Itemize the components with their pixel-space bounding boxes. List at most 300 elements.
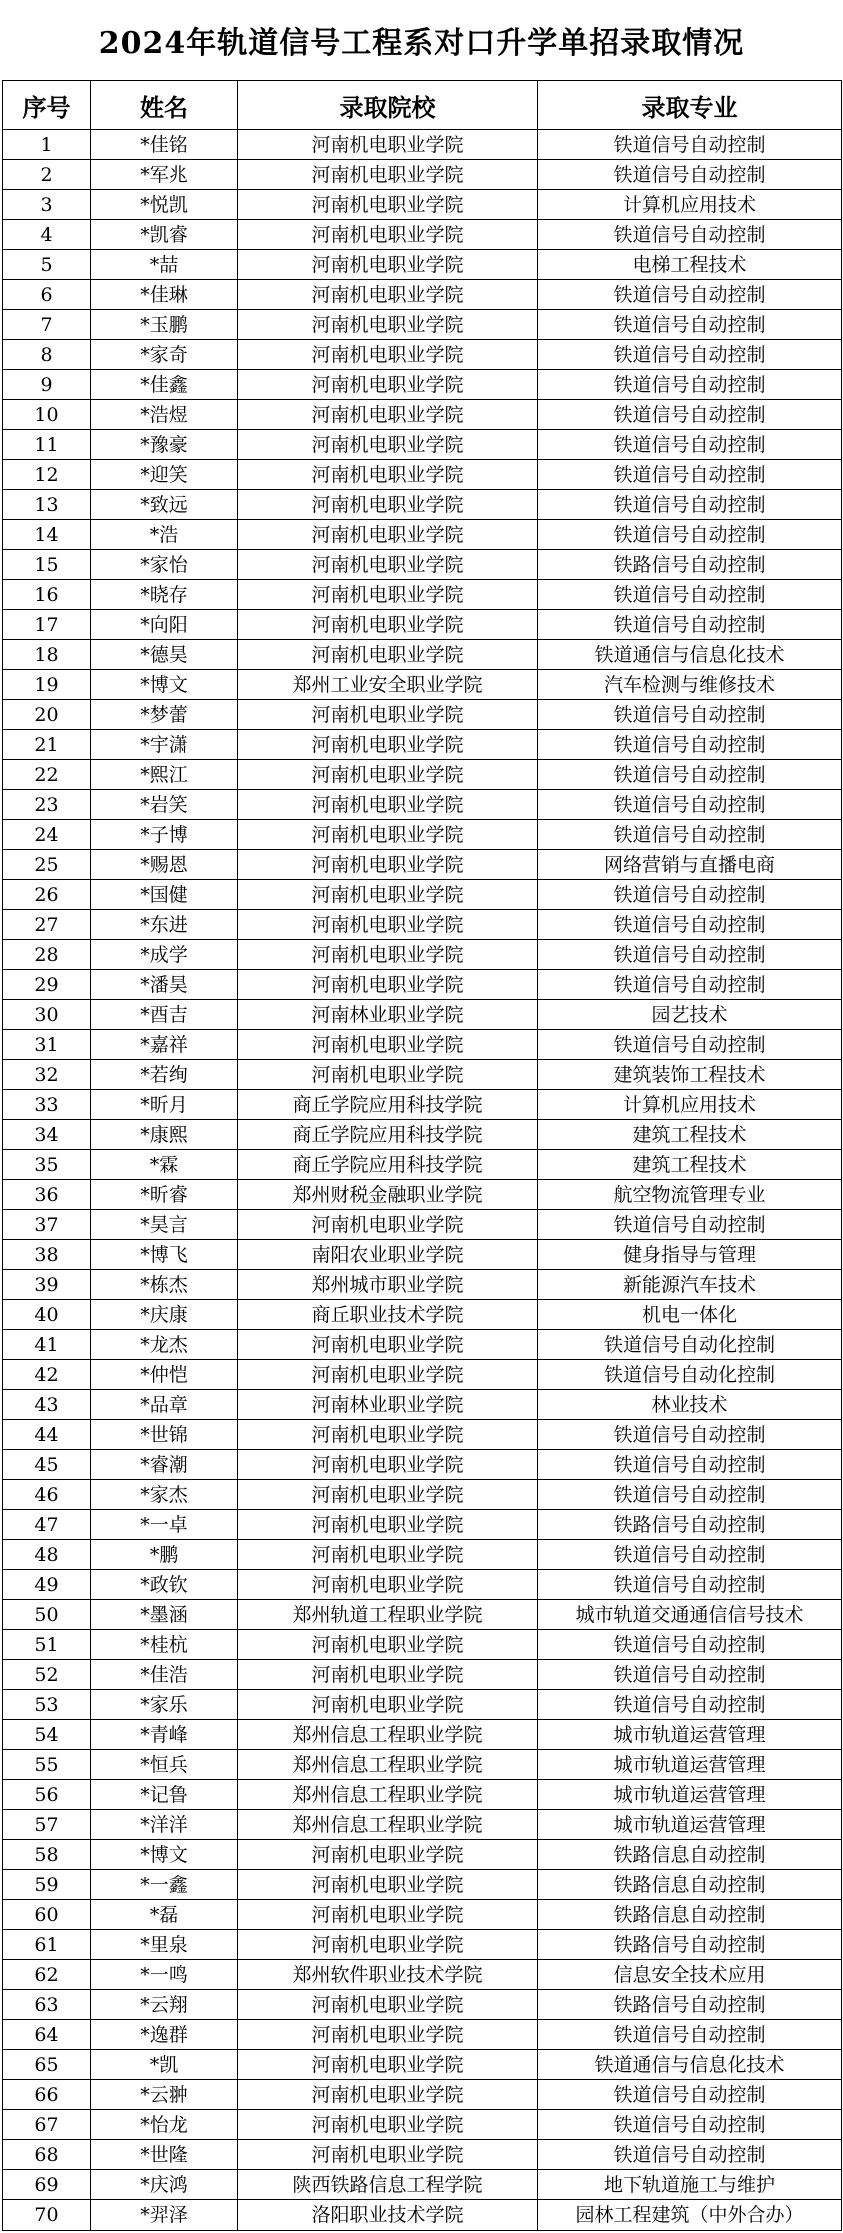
- serial-number-cell: 23: [3, 790, 91, 820]
- serial-number-cell: 66: [3, 2080, 91, 2110]
- admitted-major-cell: 机电一体化: [538, 1300, 842, 1330]
- admitted-school-cell: 商丘职业技术学院: [238, 1300, 538, 1330]
- admitted-major-cell: 铁道信号自动控制: [538, 820, 842, 850]
- table-row: [3, 310, 842, 340]
- table-row: [3, 160, 842, 190]
- admitted-major-cell: 网络营销与直播电商: [538, 850, 842, 880]
- serial-number-cell: 47: [3, 1510, 91, 1540]
- admitted-major-cell: 建筑装饰工程技术: [538, 1060, 842, 1090]
- admitted-major-cell: 建筑工程技术: [538, 1150, 842, 1180]
- table-row: [3, 1630, 842, 1660]
- table-row: [3, 1960, 842, 1990]
- admitted-school-cell: 河南机电职业学院: [238, 610, 538, 640]
- table-row: [3, 1330, 842, 1360]
- admitted-school-cell: 河南机电职业学院: [238, 1570, 538, 1600]
- admitted-school-cell: 南阳农业职业学院: [238, 1240, 538, 1270]
- admitted-school-cell: 河南机电职业学院: [238, 2050, 538, 2080]
- table-row: [3, 1720, 842, 1750]
- student-name-cell: *怡龙: [91, 2110, 238, 2140]
- table-row: [3, 1390, 842, 1420]
- serial-number-cell: 14: [3, 520, 91, 550]
- admitted-school-cell: 河南机电职业学院: [238, 160, 538, 190]
- student-name-cell: *子博: [91, 820, 238, 850]
- student-name-cell: *桂杭: [91, 1630, 238, 1660]
- admitted-major-cell: 铁道信号自动控制: [538, 2110, 842, 2140]
- admitted-school-cell: 河南机电职业学院: [238, 460, 538, 490]
- student-name-cell: *记鲁: [91, 1780, 238, 1810]
- serial-number-cell: 39: [3, 1270, 91, 1300]
- serial-number-cell: 6: [3, 280, 91, 310]
- admitted-major-cell: 汽车检测与维修技术: [538, 670, 842, 700]
- student-name-cell: *恒兵: [91, 1750, 238, 1780]
- serial-number-cell: 25: [3, 850, 91, 880]
- student-name-cell: *浩: [91, 520, 238, 550]
- admitted-school-cell: 河南机电职业学院: [238, 1210, 538, 1240]
- student-name-cell: *凯: [91, 2050, 238, 2080]
- table-row: [3, 2110, 842, 2140]
- serial-number-cell: 29: [3, 970, 91, 1000]
- header-name: 姓名: [91, 81, 238, 130]
- admitted-major-cell: 铁道信号自动控制: [538, 760, 842, 790]
- serial-number-cell: 52: [3, 1660, 91, 1690]
- admitted-school-cell: 河南机电职业学院: [238, 1840, 538, 1870]
- table-row: [3, 340, 842, 370]
- admitted-major-cell: 铁路信息自动控制: [538, 1870, 842, 1900]
- serial-number-cell: 41: [3, 1330, 91, 1360]
- student-name-cell: *一鸣: [91, 1960, 238, 1990]
- admitted-major-cell: 铁道信号自动控制: [538, 1690, 842, 1720]
- admitted-school-cell: 河南机电职业学院: [238, 1540, 538, 1570]
- student-name-cell: *向阳: [91, 610, 238, 640]
- admitted-major-cell: 园林工程建筑（中外合办）: [538, 2200, 842, 2231]
- table-row: [3, 1870, 842, 1900]
- admitted-major-cell: 铁道信号自动控制: [538, 310, 842, 340]
- student-name-cell: *磊: [91, 1900, 238, 1930]
- serial-number-cell: 17: [3, 610, 91, 640]
- admitted-school-cell: 河南机电职业学院: [238, 1330, 538, 1360]
- admitted-major-cell: 铁道信号自动控制: [538, 160, 842, 190]
- admitted-major-cell: 铁道信号自动控制: [538, 1030, 842, 1060]
- admitted-major-cell: 铁道信号自动控制: [538, 1480, 842, 1510]
- admitted-school-cell: 河南机电职业学院: [238, 730, 538, 760]
- admission-table: [2, 80, 842, 2231]
- student-name-cell: *康熙: [91, 1120, 238, 1150]
- student-name-cell: *霖: [91, 1150, 238, 1180]
- table-row: [3, 1000, 842, 1030]
- admitted-major-cell: 铁道信号自动控制: [538, 1450, 842, 1480]
- admitted-school-cell: 商丘学院应用科技学院: [238, 1150, 538, 1180]
- serial-number-cell: 26: [3, 880, 91, 910]
- admitted-school-cell: 河南机电职业学院: [238, 790, 538, 820]
- student-name-cell: *睿潮: [91, 1450, 238, 1480]
- student-name-cell: *家怡: [91, 550, 238, 580]
- serial-number-cell: 33: [3, 1090, 91, 1120]
- serial-number-cell: 69: [3, 2170, 91, 2200]
- serial-number-cell: 10: [3, 400, 91, 430]
- serial-number-cell: 48: [3, 1540, 91, 1570]
- admitted-school-cell: 河南林业职业学院: [238, 1000, 538, 1030]
- table-row: [3, 250, 842, 280]
- admitted-school-cell: 河南机电职业学院: [238, 1630, 538, 1660]
- admitted-major-cell: 铁道信号自动控制: [538, 130, 842, 160]
- admitted-school-cell: 河南机电职业学院: [238, 130, 538, 160]
- admitted-school-cell: 郑州工业安全职业学院: [238, 670, 538, 700]
- table-row: [3, 1570, 842, 1600]
- serial-number-cell: 24: [3, 820, 91, 850]
- serial-number-cell: 30: [3, 1000, 91, 1030]
- admitted-major-cell: 铁道信号自动控制: [538, 1630, 842, 1660]
- admitted-major-cell: 铁道信号自动控制: [538, 700, 842, 730]
- serial-number-cell: 36: [3, 1180, 91, 1210]
- table-row: [3, 1240, 842, 1270]
- student-name-cell: *栋杰: [91, 1270, 238, 1300]
- student-name-cell: *东进: [91, 910, 238, 940]
- table-row: [3, 2050, 842, 2080]
- table-row: [3, 970, 842, 1000]
- admitted-major-cell: 铁道信号自动控制: [538, 430, 842, 460]
- student-name-cell: *国健: [91, 880, 238, 910]
- admitted-major-cell: 铁道信号自动控制: [538, 1540, 842, 1570]
- admitted-school-cell: 河南机电职业学院: [238, 490, 538, 520]
- serial-number-cell: 4: [3, 220, 91, 250]
- admitted-school-cell: 河南机电职业学院: [238, 1900, 538, 1930]
- admitted-school-cell: 陕西铁路信息工程学院: [238, 2170, 538, 2200]
- student-name-cell: *博飞: [91, 1240, 238, 1270]
- admitted-major-cell: 航空物流管理专业: [538, 1180, 842, 1210]
- table-row: [3, 280, 842, 310]
- admitted-major-cell: 铁道通信与信息化技术: [538, 2050, 842, 2080]
- admitted-school-cell: 郑州轨道工程职业学院: [238, 1600, 538, 1630]
- admitted-major-cell: 铁道信号自动控制: [538, 280, 842, 310]
- student-name-cell: *昕睿: [91, 1180, 238, 1210]
- table-row: [3, 730, 842, 760]
- admitted-major-cell: 园艺技术: [538, 1000, 842, 1030]
- admitted-major-cell: 计算机应用技术: [538, 1090, 842, 1120]
- student-name-cell: *龙杰: [91, 1330, 238, 1360]
- student-name-cell: *逸群: [91, 2020, 238, 2050]
- serial-number-cell: 21: [3, 730, 91, 760]
- student-name-cell: *家奇: [91, 340, 238, 370]
- table-row: [3, 1810, 842, 1840]
- student-name-cell: *成学: [91, 940, 238, 970]
- serial-number-cell: 68: [3, 2140, 91, 2170]
- admitted-school-cell: 河南机电职业学院: [238, 940, 538, 970]
- table-row: [3, 2140, 842, 2170]
- student-name-cell: *岩笑: [91, 790, 238, 820]
- serial-number-cell: 50: [3, 1600, 91, 1630]
- admitted-school-cell: 河南机电职业学院: [238, 850, 538, 880]
- table-row: [3, 1510, 842, 1540]
- admitted-school-cell: 河南机电职业学院: [238, 760, 538, 790]
- student-name-cell: *昊言: [91, 1210, 238, 1240]
- table-row: [3, 1690, 842, 1720]
- serial-number-cell: 8: [3, 340, 91, 370]
- admitted-major-cell: 铁路信号自动控制: [538, 1510, 842, 1540]
- serial-number-cell: 67: [3, 2110, 91, 2140]
- student-name-cell: *仲恺: [91, 1360, 238, 1390]
- serial-number-cell: 59: [3, 1870, 91, 1900]
- serial-number-cell: 37: [3, 1210, 91, 1240]
- admitted-school-cell: 河南机电职业学院: [238, 2080, 538, 2110]
- student-name-cell: *昕月: [91, 1090, 238, 1120]
- admitted-major-cell: 铁道信号自动化控制: [538, 1360, 842, 1390]
- serial-number-cell: 19: [3, 670, 91, 700]
- admitted-school-cell: 河南机电职业学院: [238, 550, 538, 580]
- admitted-major-cell: 铁路信号自动控制: [538, 1990, 842, 2020]
- header-admitted-school: 录取院校: [238, 81, 538, 130]
- serial-number-cell: 51: [3, 1630, 91, 1660]
- table-row: [3, 2170, 842, 2200]
- table-row: [3, 1150, 842, 1180]
- table-row: [3, 2200, 842, 2231]
- table-row: [3, 1060, 842, 1090]
- serial-number-cell: 56: [3, 1780, 91, 1810]
- admitted-major-cell: 铁道信号自动控制: [538, 2080, 842, 2110]
- admitted-major-cell: 铁道信号自动控制: [538, 340, 842, 370]
- admitted-school-cell: 河南机电职业学院: [238, 580, 538, 610]
- table-row: [3, 1660, 842, 1690]
- table-row: [3, 850, 842, 880]
- admitted-school-cell: 郑州城市职业学院: [238, 1270, 538, 1300]
- serial-number-cell: 43: [3, 1390, 91, 1420]
- admitted-major-cell: 铁道信号自动控制: [538, 970, 842, 1000]
- student-name-cell: *嘉祥: [91, 1030, 238, 1060]
- serial-number-cell: 45: [3, 1450, 91, 1480]
- student-name-cell: *世锦: [91, 1420, 238, 1450]
- admitted-major-cell: 铁道信号自动控制: [538, 880, 842, 910]
- student-name-cell: *政钦: [91, 1570, 238, 1600]
- student-name-cell: *若绚: [91, 1060, 238, 1090]
- student-name-cell: *宇潇: [91, 730, 238, 760]
- admitted-school-cell: 河南机电职业学院: [238, 310, 538, 340]
- table-row: [3, 1900, 842, 1930]
- admitted-school-cell: 河南机电职业学院: [238, 880, 538, 910]
- student-name-cell: *梦蕾: [91, 700, 238, 730]
- table-body: [3, 130, 842, 2231]
- student-name-cell: *品章: [91, 1390, 238, 1420]
- table-row: [3, 1600, 842, 1630]
- table-row: [3, 550, 842, 580]
- admitted-major-cell: 计算机应用技术: [538, 190, 842, 220]
- admitted-major-cell: 铁道信号自动控制: [538, 490, 842, 520]
- table-row: [3, 670, 842, 700]
- table-row: [3, 370, 842, 400]
- table-row: [3, 490, 842, 520]
- admitted-school-cell: 河南林业职业学院: [238, 1390, 538, 1420]
- student-name-cell: *豫豪: [91, 430, 238, 460]
- serial-number-cell: 16: [3, 580, 91, 610]
- admitted-major-cell: 铁道信号自动控制: [538, 910, 842, 940]
- table-row: [3, 1420, 842, 1450]
- table-row: [3, 610, 842, 640]
- student-name-cell: *庆康: [91, 1300, 238, 1330]
- admitted-school-cell: 河南机电职业学院: [238, 280, 538, 310]
- admitted-school-cell: 河南机电职业学院: [238, 1030, 538, 1060]
- admitted-school-cell: 河南机电职业学院: [238, 2140, 538, 2170]
- serial-number-cell: 20: [3, 700, 91, 730]
- student-name-cell: *赐恩: [91, 850, 238, 880]
- serial-number-cell: 54: [3, 1720, 91, 1750]
- serial-number-cell: 9: [3, 370, 91, 400]
- admitted-school-cell: 商丘学院应用科技学院: [238, 1090, 538, 1120]
- admitted-school-cell: 河南机电职业学院: [238, 250, 538, 280]
- student-name-cell: *家乐: [91, 1690, 238, 1720]
- student-name-cell: *羿泽: [91, 2200, 238, 2231]
- student-name-cell: *浩煜: [91, 400, 238, 430]
- admitted-school-cell: 河南机电职业学院: [238, 820, 538, 850]
- serial-number-cell: 46: [3, 1480, 91, 1510]
- table-row: [3, 1030, 842, 1060]
- admitted-major-cell: 信息安全技术应用: [538, 1960, 842, 1990]
- admitted-school-cell: 洛阳职业技术学院: [238, 2200, 538, 2231]
- table-row: [3, 820, 842, 850]
- admitted-school-cell: 河南机电职业学院: [238, 1510, 538, 1540]
- table-row: [3, 1990, 842, 2020]
- admitted-school-cell: 河南机电职业学院: [238, 1360, 538, 1390]
- serial-number-cell: 15: [3, 550, 91, 580]
- serial-number-cell: 62: [3, 1960, 91, 1990]
- table-row: [3, 640, 842, 670]
- admitted-major-cell: 城市轨道运营管理: [538, 1780, 842, 1810]
- admitted-school-cell: 河南机电职业学院: [238, 700, 538, 730]
- serial-number-cell: 1: [3, 130, 91, 160]
- admitted-school-cell: 河南机电职业学院: [238, 430, 538, 460]
- student-name-cell: *德昊: [91, 640, 238, 670]
- admitted-school-cell: 河南机电职业学院: [238, 970, 538, 1000]
- admitted-school-cell: 河南机电职业学院: [238, 640, 538, 670]
- student-name-cell: *一鑫: [91, 1870, 238, 1900]
- table-row: [3, 220, 842, 250]
- admitted-school-cell: 河南机电职业学院: [238, 1450, 538, 1480]
- admitted-major-cell: 铁路信息自动控制: [538, 1840, 842, 1870]
- admitted-school-cell: 河南机电职业学院: [238, 370, 538, 400]
- admitted-major-cell: 铁道信号自动控制: [538, 400, 842, 430]
- table-row: [3, 1300, 842, 1330]
- table-row: [3, 1780, 842, 1810]
- admitted-school-cell: 河南机电职业学院: [238, 1660, 538, 1690]
- table-row: [3, 2080, 842, 2110]
- table-row: [3, 790, 842, 820]
- admitted-major-cell: 地下轨道施工与维护: [538, 2170, 842, 2200]
- table-row: [3, 1840, 842, 1870]
- table-row: [3, 1480, 842, 1510]
- admitted-major-cell: 铁道通信与信息化技术: [538, 640, 842, 670]
- serial-number-cell: 63: [3, 1990, 91, 2020]
- serial-number-cell: 70: [3, 2200, 91, 2231]
- table-row: [3, 430, 842, 460]
- admitted-school-cell: 河南机电职业学院: [238, 340, 538, 370]
- admitted-major-cell: 铁道信号自动控制: [538, 1420, 842, 1450]
- student-name-cell: *墨涵: [91, 1600, 238, 1630]
- admitted-major-cell: 新能源汽车技术: [538, 1270, 842, 1300]
- table-row: [3, 1750, 842, 1780]
- serial-number-cell: 13: [3, 490, 91, 520]
- serial-number-cell: 12: [3, 460, 91, 490]
- student-name-cell: *佳琳: [91, 280, 238, 310]
- admitted-school-cell: 河南机电职业学院: [238, 190, 538, 220]
- table-row: [3, 910, 842, 940]
- admitted-school-cell: 河南机电职业学院: [238, 2110, 538, 2140]
- table-row: [3, 2020, 842, 2050]
- table-row: [3, 130, 842, 160]
- admitted-major-cell: 林业技术: [538, 1390, 842, 1420]
- table-row: [3, 1930, 842, 1960]
- student-name-cell: *佳铭: [91, 130, 238, 160]
- student-name-cell: *博文: [91, 1840, 238, 1870]
- admitted-major-cell: 铁道信号自动控制: [538, 610, 842, 640]
- table-row: [3, 1450, 842, 1480]
- table-row: [3, 460, 842, 490]
- serial-number-cell: 42: [3, 1360, 91, 1390]
- serial-number-cell: 55: [3, 1750, 91, 1780]
- admitted-major-cell: 城市轨道交通通信信号技术: [538, 1600, 842, 1630]
- header-serial-number: 序号: [3, 81, 91, 130]
- admitted-major-cell: 城市轨道运营管理: [538, 1720, 842, 1750]
- admitted-major-cell: 铁道信号自动控制: [538, 520, 842, 550]
- student-name-cell: *博文: [91, 670, 238, 700]
- admitted-major-cell: 铁道信号自动控制: [538, 1660, 842, 1690]
- student-name-cell: *酉吉: [91, 1000, 238, 1030]
- serial-number-cell: 35: [3, 1150, 91, 1180]
- student-name-cell: *洋洋: [91, 1810, 238, 1840]
- admitted-major-cell: 建筑工程技术: [538, 1120, 842, 1150]
- serial-number-cell: 61: [3, 1930, 91, 1960]
- serial-number-cell: 64: [3, 2020, 91, 2050]
- admitted-school-cell: 河南机电职业学院: [238, 400, 538, 430]
- table-row: [3, 580, 842, 610]
- serial-number-cell: 18: [3, 640, 91, 670]
- student-name-cell: *潘昊: [91, 970, 238, 1000]
- admitted-major-cell: 铁道信号自动控制: [538, 580, 842, 610]
- admitted-school-cell: 郑州信息工程职业学院: [238, 1720, 538, 1750]
- serial-number-cell: 49: [3, 1570, 91, 1600]
- serial-number-cell: 40: [3, 1300, 91, 1330]
- table-row: [3, 760, 842, 790]
- student-name-cell: *迎笑: [91, 460, 238, 490]
- serial-number-cell: 31: [3, 1030, 91, 1060]
- serial-number-cell: 7: [3, 310, 91, 340]
- student-name-cell: *云翔: [91, 1990, 238, 2020]
- table-row: [3, 190, 842, 220]
- admitted-school-cell: 河南机电职业学院: [238, 2020, 538, 2050]
- serial-number-cell: 44: [3, 1420, 91, 1450]
- serial-number-cell: 65: [3, 2050, 91, 2080]
- admitted-major-cell: 铁道信号自动化控制: [538, 1330, 842, 1360]
- student-name-cell: *晓存: [91, 580, 238, 610]
- student-name-cell: *青峰: [91, 1720, 238, 1750]
- admitted-school-cell: 河南机电职业学院: [238, 1480, 538, 1510]
- serial-number-cell: 11: [3, 430, 91, 460]
- admitted-major-cell: 铁道信号自动控制: [538, 940, 842, 970]
- table-header-row: [3, 81, 842, 130]
- admitted-school-cell: 河南机电职业学院: [238, 1420, 538, 1450]
- student-name-cell: *熙江: [91, 760, 238, 790]
- document-title: 2024年轨道信号工程系对口升学单招录取情况: [98, 26, 745, 61]
- student-name-cell: *玉鹏: [91, 310, 238, 340]
- table-row: [3, 1540, 842, 1570]
- admitted-school-cell: 河南机电职业学院: [238, 910, 538, 940]
- student-name-cell: *致远: [91, 490, 238, 520]
- admitted-major-cell: 铁道信号自动控制: [538, 370, 842, 400]
- admitted-major-cell: 铁道信号自动控制: [538, 1570, 842, 1600]
- student-name-cell: *庆鸿: [91, 2170, 238, 2200]
- serial-number-cell: 53: [3, 1690, 91, 1720]
- student-name-cell: *佳鑫: [91, 370, 238, 400]
- serial-number-cell: 5: [3, 250, 91, 280]
- admitted-school-cell: 河南机电职业学院: [238, 520, 538, 550]
- admitted-school-cell: 郑州信息工程职业学院: [238, 1750, 538, 1780]
- serial-number-cell: 3: [3, 190, 91, 220]
